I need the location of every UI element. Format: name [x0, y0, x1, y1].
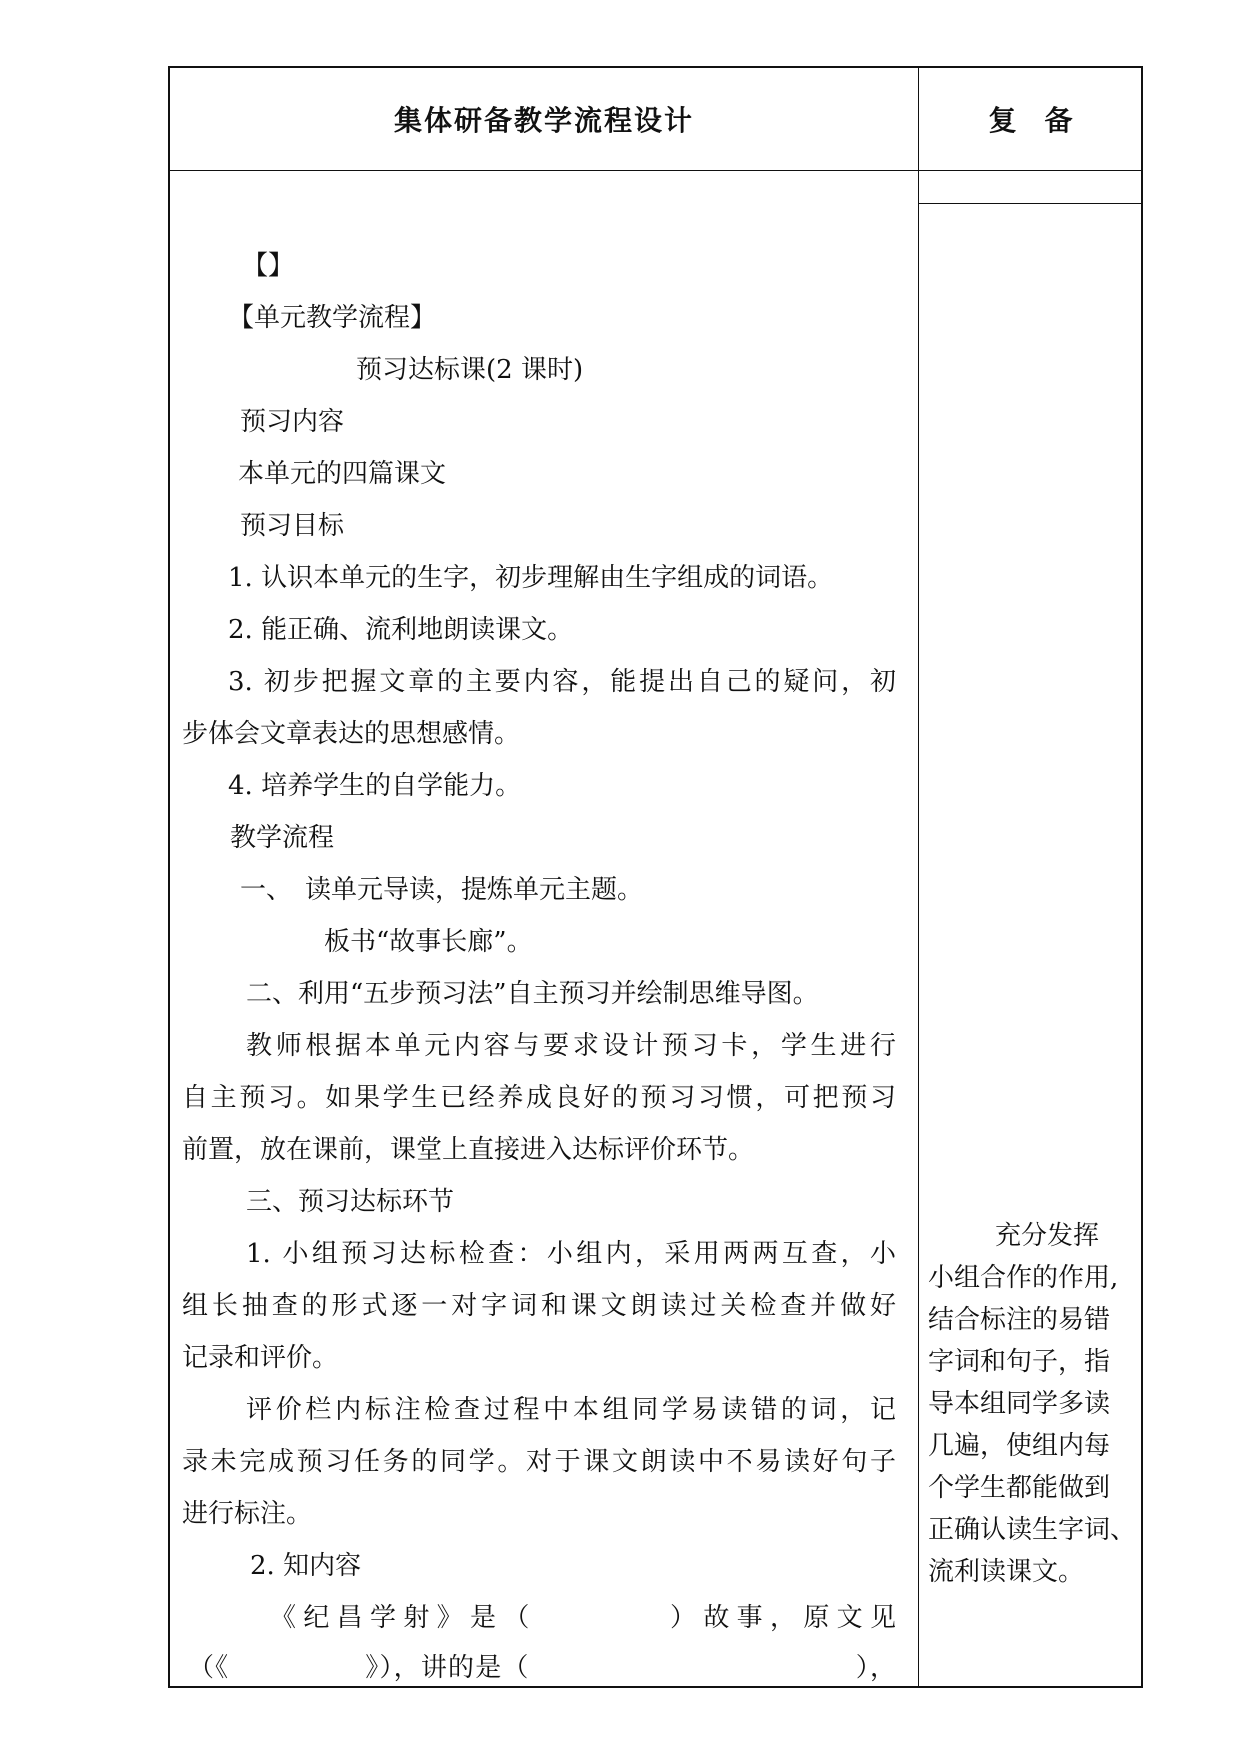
fill-blank-line-1: 《纪昌学射》是（ ）故事，原文见	[270, 1603, 896, 1633]
step-3-1-line-3: 记录和评价。	[182, 1343, 339, 1373]
step-3-2: 2. 知内容	[250, 1551, 362, 1581]
goal-1: 1. 认识本单元的生字，初步理解由生字组成的词语。	[228, 563, 834, 593]
step-2-para-line-2: 自主预习。如果学生已经养成良好的预习习惯，可把预习	[182, 1083, 896, 1113]
step-3-eval-line-3: 进行标注。	[182, 1499, 313, 1529]
side-column-title: 复 备	[988, 104, 1073, 137]
column-divider	[918, 68, 919, 1686]
step-2-para-line-3: 前置，放在课前，课堂上直接进入达标评价环节。	[182, 1135, 755, 1165]
fill-blank-line-2: （《 》），讲的是（ ），	[188, 1653, 896, 1683]
step-1-board: 板书“故事长廊”。	[324, 927, 533, 957]
side-note-line-4: 字词和句子，指	[928, 1347, 1111, 1377]
side-note-line-9: 流利读课文。	[928, 1557, 1085, 1587]
empty-bracket: 【】	[242, 251, 295, 281]
side-note-line-6: 几遍，使组内每	[928, 1431, 1111, 1461]
preview-goal-label: 预习目标	[240, 511, 345, 541]
step-3-1-line-2: 组长抽查的形式逐一对字词和课文朗读过关检查并做好	[182, 1291, 896, 1321]
step-3-1-line-1: 1. 小组预习达标检查：小组内，采用两两互查，小	[246, 1239, 896, 1269]
goal-3-line-1: 3. 初步把握文章的主要内容，能提出自己的疑问，初	[228, 667, 896, 697]
lesson-title: 预习达标课(2 课时)	[356, 355, 584, 385]
step-3-eval-line-1: 评价栏内标注检查过程中本组同学易读错的词，记	[246, 1395, 896, 1425]
step-1: 一、 读单元导读，提炼单元主题。	[240, 875, 644, 905]
side-note-line-1: 充分发挥	[995, 1221, 1100, 1251]
table-title: 集体研备教学流程设计	[393, 104, 694, 137]
preview-content-label: 预习内容	[240, 407, 345, 437]
goal-4: 4. 培养学生的自学能力。	[228, 771, 522, 801]
side-note-line-3: 结合标注的易错	[928, 1305, 1111, 1335]
step-2-para-line-1: 教师根据本单元内容与要求设计预习卡，学生进行	[246, 1031, 896, 1061]
goal-3-line-2: 步体会文章表达的思想感情。	[182, 719, 521, 749]
side-note-line-2: 小组合作的作用,	[928, 1263, 1119, 1293]
side-note-line-8: 正确认读生字词、	[928, 1515, 1137, 1545]
teaching-flow-label: 教学流程	[230, 823, 335, 853]
side-subheader-divider	[918, 203, 1141, 204]
header-divider	[170, 170, 1141, 171]
preview-content: 本单元的四篇课文	[238, 459, 447, 489]
step-3: 三、预习达标环节	[246, 1187, 455, 1217]
step-2: 二、利用“五步预习法”自主预习并绘制思维导图。	[246, 979, 819, 1009]
side-note-line-5: 导本组同学多读	[928, 1389, 1111, 1419]
unit-flow-heading: 【单元教学流程】	[228, 303, 437, 333]
goal-2: 2. 能正确、流利地朗读课文。	[228, 615, 574, 645]
side-note-line-7: 个学生都能做到	[928, 1473, 1111, 1503]
step-3-eval-line-2: 录未完成预习任务的同学。对于课文朗读中不易读好句子	[182, 1447, 896, 1477]
